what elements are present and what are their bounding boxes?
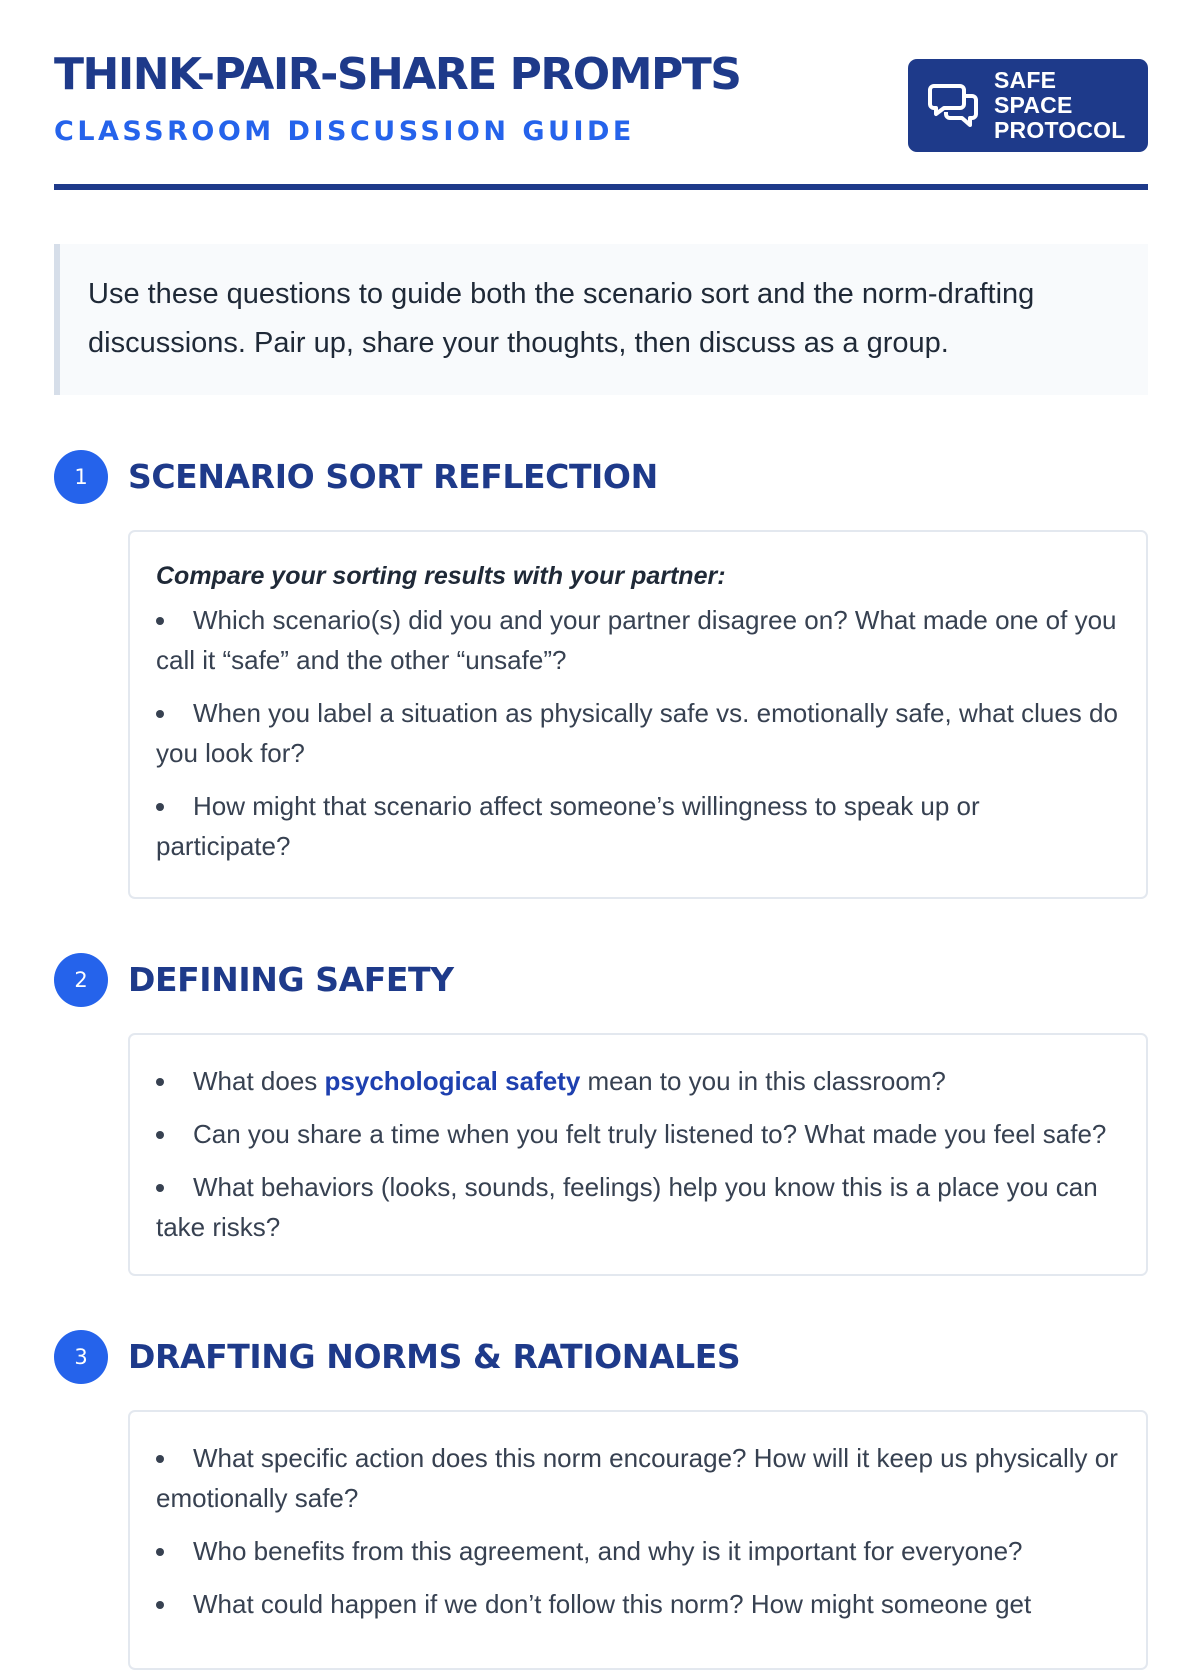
- chat-bubbles-icon: [928, 80, 980, 132]
- section-number-badge: 2: [54, 953, 108, 1007]
- prompt-item: What behaviors (looks, sounds, feelings) help you know this is a place you can take risks?: [156, 1167, 1120, 1247]
- badge-label-line2: PROTOCOL: [994, 117, 1126, 143]
- prompt-list: [156, 1438, 1120, 1624]
- section-3-header: [54, 1330, 1148, 1384]
- intro-callout: Use these questions to guide both the scenario sort and the norm-drafting discussions. Pair up, share your thoughts, then discuss as a group.: [54, 244, 1148, 395]
- page-title: THINK-PAIR-SHARE PROMPTS: [54, 49, 741, 100]
- section-title: DEFINING SAFETY: [128, 960, 454, 999]
- prompt-item: When you label a situation as physically safe vs. emotionally safe, what clues do you look for?: [156, 693, 1120, 773]
- section-2-card: [128, 1033, 1148, 1276]
- header: [54, 0, 1148, 190]
- prompt-item: Can you share a time when you felt truly listened to? What made you feel safe?: [156, 1114, 1120, 1154]
- prompt-text: mean to you in this classroom?: [580, 1066, 946, 1096]
- page: [54, 0, 1148, 1619]
- prompt-text: What does: [193, 1066, 325, 1096]
- section-2-header: [54, 953, 1148, 1007]
- highlighted-term: psychological safety: [324, 1066, 581, 1096]
- safe-space-badge: [908, 59, 1148, 152]
- prompt-list: [156, 600, 1120, 866]
- prompt-item: What could happen if we don’t follow this norm? How might someone get: [156, 1584, 1120, 1624]
- prompt-item: What specific action does this norm encourage? How will it keep us physically or emotionally safe?: [156, 1438, 1120, 1518]
- section-number-badge: 3: [54, 1330, 108, 1384]
- prompt-list: [156, 1061, 1120, 1247]
- section-title: SCENARIO SORT REFLECTION: [128, 457, 658, 496]
- prompt-item: Which scenario(s) did you and your partner disagree on? What made one of you call it “safe” and the other “unsafe”?: [156, 600, 1120, 680]
- prompt-item: How might that scenario affect someone’s willingness to speak up or participate?: [156, 786, 1120, 866]
- page-subtitle: CLASSROOM DISCUSSION GUIDE: [54, 116, 635, 147]
- section-1-card: [128, 530, 1148, 899]
- badge-label-line1: SAFE SPACE: [994, 67, 1073, 118]
- section-title: DRAFTING NORMS & RATIONALES: [128, 1337, 741, 1376]
- card-lead: Compare your sorting results with your partner:: [156, 562, 726, 590]
- header-divider: [54, 184, 1148, 190]
- section-number-badge: 1: [54, 450, 108, 504]
- section-1-header: [54, 450, 1148, 504]
- prompt-item: Who benefits from this agreement, and why is it important for everyone?: [156, 1531, 1120, 1571]
- prompt-item: [156, 1061, 1120, 1101]
- section-3-card: [128, 1410, 1148, 1670]
- badge-label: [994, 68, 1134, 143]
